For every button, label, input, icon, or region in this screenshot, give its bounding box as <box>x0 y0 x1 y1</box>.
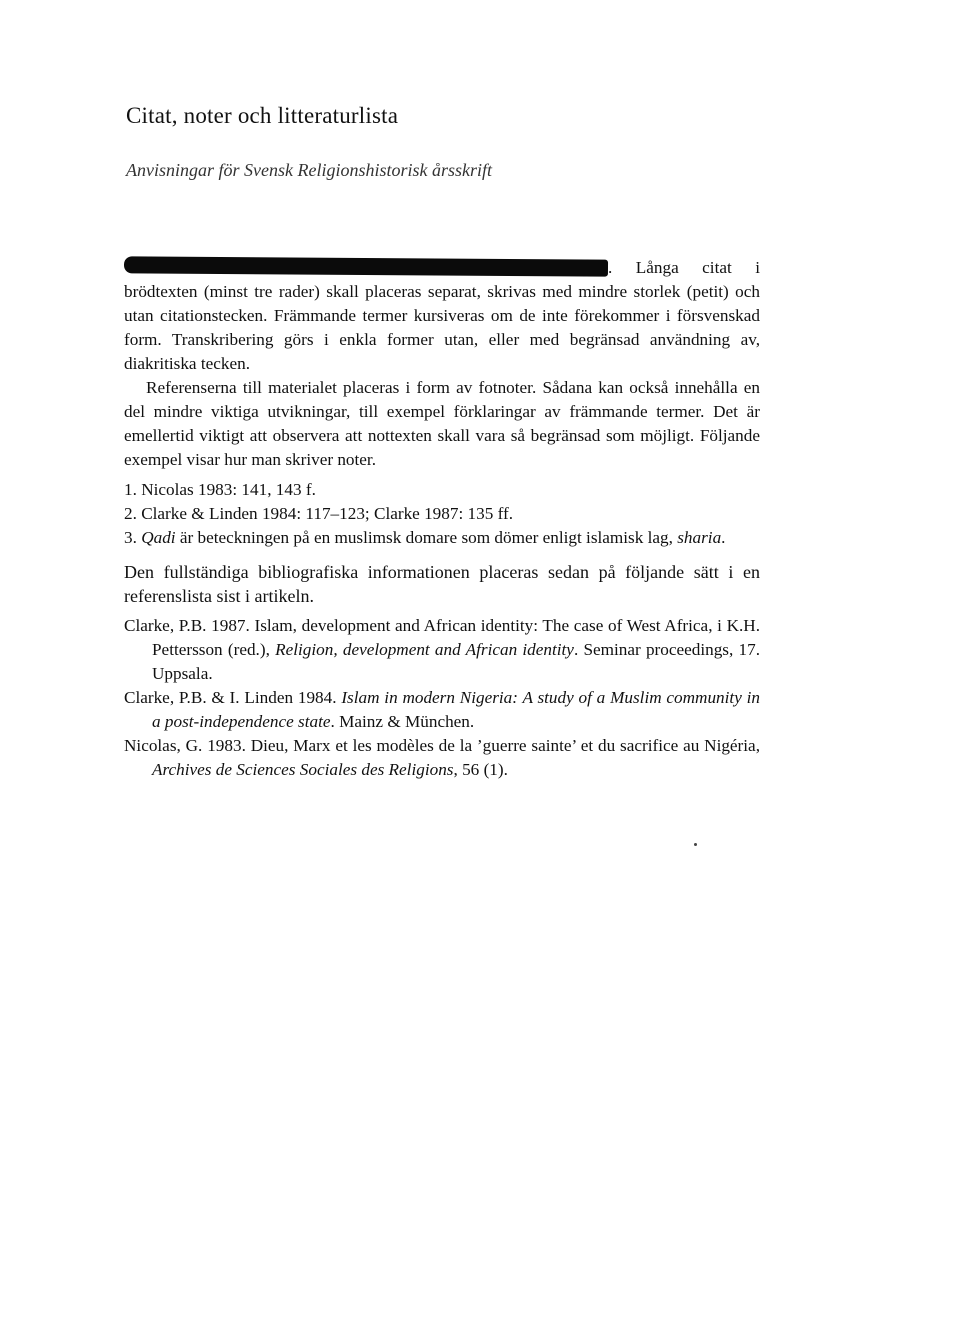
ref-3-title: Archives de Sciences Sociales des Religions <box>152 760 454 779</box>
paragraph-citations-text: . Långa citat i brödtexten (minst tre rader) skall placeras separat, skrivas med mindre storlek (petit) och utan citationstecken. Främmande termer kursiveras om de inte förekommer i försvenskad form. Transkribering görs i enkla former utan, eller med begränsad användning av, diakritiska tecken. <box>124 258 760 373</box>
notes-examples <box>124 478 760 550</box>
ref-3-end: , 56 (1). <box>453 760 508 779</box>
redaction-bar <box>124 256 608 276</box>
note-3 <box>124 526 760 550</box>
reference-item <box>124 734 760 782</box>
paragraph-bibliography: Den fullständiga bibliografiska informationen placeras sedan på följande sätt i en referenslista sist i artikeln. <box>124 562 760 606</box>
reference-item <box>124 614 760 686</box>
paragraph-footnotes: Referenserna till materialet placeras i form av fotnoter. Sådana kan också innehålla en del mindre viktiga utvikningar, till exempel förklaringar av främmande termer. Det är emellertid viktigt att observera att nottexten skall vara så begränsad som möjligt. Följande exempel visar hur man skriver noter. <box>124 378 760 469</box>
ref-3-text: Nicolas, G. 1983. Dieu, Marx et les modèles de la ’guerre sainte’ et du sacrifice au Nigéria, <box>124 736 760 755</box>
reference-item <box>124 686 760 734</box>
note-2: 2. Clarke & Linden 1984: 117–123; Clarke 1987: 135 ff. <box>124 504 514 523</box>
page-subtitle: Anvisningar för Svensk Religionshistorisk årsskrift <box>126 160 492 180</box>
note-1: 1. Nicolas 1983: 141, 143 f. <box>124 480 316 499</box>
note-3-prefix: 3. <box>124 528 142 547</box>
ref-1-title: Religion, development and African identity <box>275 640 574 659</box>
ref-2-title: Islam in modern Nigeria: A study of a Muslim community in a post-independence state <box>152 688 760 731</box>
page-title: Citat, noter och litteraturlista <box>126 103 399 128</box>
ref-1-text: Clarke, P.B. 1987. Islam, development and African identity: The case of West Africa, i K.H. Pettersson (red.), <box>124 616 760 659</box>
body-text <box>124 256 760 782</box>
note-3-term2: sharia <box>677 528 722 547</box>
ref-2-end: . Mainz & München. <box>330 712 475 731</box>
ref-1-end: . Seminar proceedings, 17. Uppsala. <box>152 640 760 683</box>
reference-list <box>124 614 760 782</box>
note-3-end: . <box>721 528 726 547</box>
scan-speck <box>694 843 697 846</box>
paragraph-citations <box>124 256 760 376</box>
note-3-term: Qadi <box>141 528 176 547</box>
ref-2-text: Clarke, P.B. & I. Linden 1984. <box>124 688 342 707</box>
note-3-mid: är beteckningen på en muslimsk domare som dömer enligt islamisk lag, <box>175 528 678 547</box>
